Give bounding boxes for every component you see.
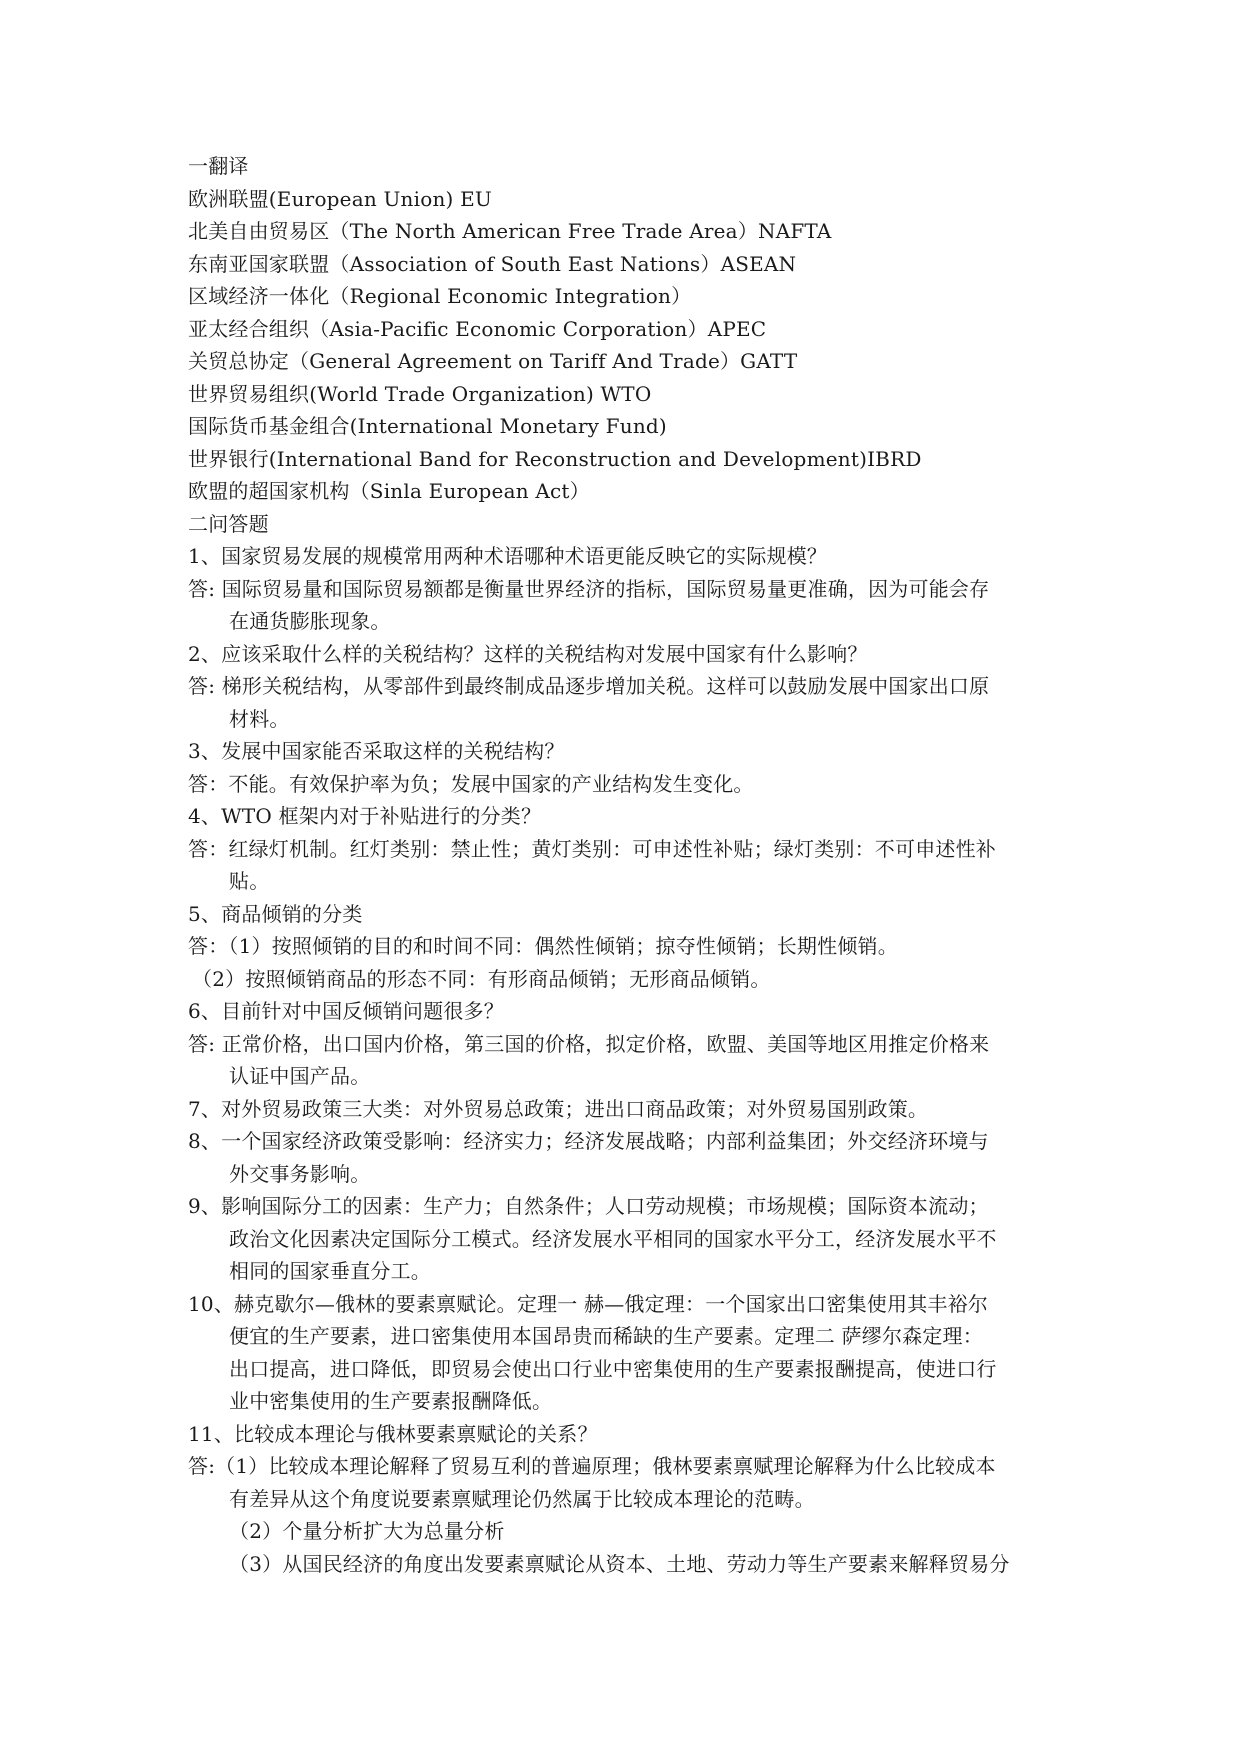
qa-continuation-line: 相同的国家垂直分工。: [229, 1259, 431, 1283]
answer-line: 答：不能。有效保护率为负；发展中国家的产业结构发生变化。: [188, 771, 754, 796]
question-line: 11、比较成本理论与俄林要素禀赋论的关系？: [188, 1421, 598, 1446]
qa-continuation-line: （3）从国民经济的角度出发要素禀赋论从资本、土地、劳动力等生产要素来解释贸易分: [229, 1551, 1010, 1576]
qa-continuation-line: 在通货膨胀现象。: [229, 609, 391, 633]
translation-item: 亚太经合组织（Asia-Pacific Economic Corporation）APEC: [188, 316, 767, 341]
translation-item: 欧洲联盟(European Union) EU: [188, 186, 492, 211]
qa-continuation-line: 贴。: [229, 869, 270, 893]
translation-item: 关贸总协定（General Agreement on Tariff And Trade）GATT: [188, 349, 798, 373]
section-heading-translation: 一翻译: [188, 154, 249, 178]
qa-continuation-line: （2）个量分析扩大为总量分析: [229, 1519, 505, 1543]
qa-continuation-line: 政治文化因素决定国际分工模式。经济发展水平相同的国家水平分工，经济发展水平不: [229, 1226, 997, 1251]
translation-item: 世界银行(International Band for Reconstruction and Development)IBRD: [188, 446, 922, 471]
translation-item: 世界贸易组织(World Trade Organization) WTO: [188, 381, 652, 406]
question-line: 1、国家贸易发展的规模常用两种术语哪种术语更能反映它的实际规模？: [188, 544, 828, 568]
section-heading-qa: 二问答题: [188, 511, 269, 536]
qa-continuation-line: 便宜的生产要素，进口密集使用本国昂贵而稀缺的生产要素。定理二 萨缪尔森定理：: [229, 1324, 983, 1348]
answer-line: 答：红绿灯机制。红灯类别：禁止性；黄灯类别：可申述性补贴；绿灯类别：不可申述性补: [188, 836, 996, 861]
translation-list: [188, 183, 1068, 508]
qa-continuation-line: 有差异从这个角度说要素禀赋理论仍然属于比较成本理论的范畴。: [229, 1486, 815, 1511]
translation-item: 区域经济一体化（Regional Economic Integration）: [188, 284, 692, 308]
question-line: 5、商品倾销的分类: [188, 901, 363, 926]
question-line: 4、WTO 框架内对于补贴进行的分类？: [188, 804, 542, 828]
question-line: 2、应该采取什么样的关税结构？这样的关税结构对发展中国家有什么影响？: [188, 641, 868, 666]
qa-continuation-line: 业中密集使用的生产要素报酬降低。: [229, 1389, 553, 1413]
answer-line: 答：（1）按照倾销的目的和时间不同：偶然性倾销；掠夺性倾销；长期性倾销。: [188, 934, 898, 958]
qa-continuation-line: 认证中国产品。: [229, 1064, 371, 1088]
question-line: 10、赫克歇尔—俄林的要素禀赋论。定理一 赫—俄定理：一个国家出口密集使用其丰裕尔: [188, 1291, 989, 1316]
question-line: 3、发展中国家能否采取这样的关税结构？: [188, 739, 565, 763]
answer-line: 答:（1）比较成本理论解释了贸易互利的普遍原理；俄林要素禀赋理论解释为什么比较成本: [188, 1454, 996, 1478]
qa-continuation-line: 外交事务影响。: [229, 1161, 371, 1186]
question-line: 9、影响国际分工的因素：生产力；自然条件；人口劳动规模；市场规模；国际资本流动；: [188, 1194, 989, 1218]
qa-continuation-line: 出口提高，进口降低，即贸易会使出口行业中密集使用的生产要素报酬提高，使进口行: [229, 1356, 997, 1381]
translation-item: 北美自由贸易区（The North American Free Trade Area）NAFTA: [188, 219, 832, 243]
answer-line: 答: 国际贸易量和国际贸易额都是衡量世界经济的指标，国际贸易量更准确，因为可能会存: [188, 576, 990, 601]
qa-list: [188, 540, 1068, 1580]
translation-item: 国际货币基金组合(International Monetary Fund): [188, 414, 667, 438]
question-line: 8、一个国家经济政策受影响：经济实力；经济发展战略；内部利益集团；外交经济环境与: [188, 1129, 989, 1153]
question-line: 6、目前针对中国反倾销问题很多？: [188, 999, 504, 1023]
answer-line: 答: 梯形关税结构，从零部件到最终制成品逐步增加关税。这样可以鼓励发展中国家出口原: [188, 674, 990, 698]
qa-line: （2）按照倾销商品的形态不同：有形商品倾销；无形商品倾销。: [192, 966, 771, 991]
translation-item: 东南亚国家联盟（Association of South East Nations）ASEAN: [188, 251, 797, 276]
document-page: [188, 150, 1068, 1580]
translation-item: 欧盟的超国家机构（Sinla European Act）: [188, 479, 590, 503]
question-line: 7、对外贸易政策三大类：对外贸易总政策；进出口商品政策；对外贸易国别政策。: [188, 1096, 929, 1121]
answer-line: 答: 正常价格，出口国内价格，第三国的价格，拟定价格，欧盟、美国等地区用推定价格来: [188, 1031, 990, 1056]
qa-continuation-line: 材料。: [229, 706, 290, 731]
